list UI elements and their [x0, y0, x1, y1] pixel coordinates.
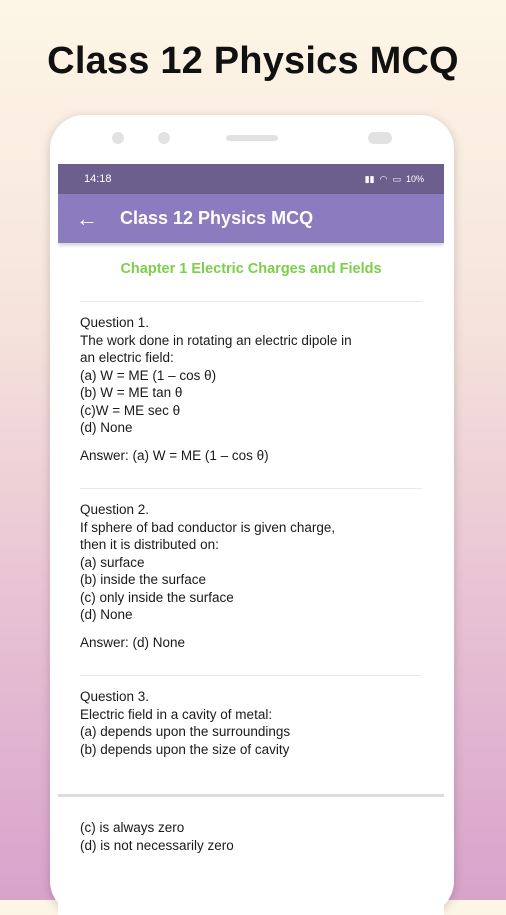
camera-dot	[158, 132, 170, 144]
option: (d) None	[80, 607, 133, 622]
option: (d) is not necessarily zero	[80, 837, 234, 853]
headline: Class 12 Physics MCQ	[47, 40, 459, 82]
status-time: 14:18	[84, 173, 112, 185]
status-bar	[58, 164, 444, 194]
signal-icon: ▮▮	[364, 173, 375, 184]
app-bar	[58, 194, 444, 243]
question-label: Question 1.	[80, 315, 150, 330]
question-text: The work done in rotating an electric dipole in	[80, 332, 352, 348]
back-arrow-icon[interactable]: ←	[76, 205, 98, 231]
option: (a) W = ME (1 – cos θ)	[80, 367, 217, 383]
question-label: Question 2.	[80, 502, 150, 517]
question-card-3-continued	[80, 797, 422, 864]
option: (c) is always zero	[80, 820, 185, 835]
phone-frame	[50, 115, 454, 915]
wifi-icon: ◠	[379, 173, 388, 184]
answer: Answer: (a) W = ME (1 – cos θ)	[80, 447, 269, 463]
question-text: then it is distributed on:	[80, 537, 219, 552]
option: (d) None	[80, 420, 133, 435]
status-icons	[365, 174, 424, 185]
question-text: If sphere of bad conductor is given charge,	[80, 519, 336, 535]
option: (a) surface	[80, 554, 145, 570]
chapter-title: Chapter 1 Electric Charges and Fields	[120, 261, 382, 277]
question-card-3	[80, 676, 422, 768]
option: (a) depends upon the surroundings	[80, 724, 291, 739]
speaker-slot	[226, 135, 278, 141]
question-text: Electric field in a cavity of metal:	[80, 706, 273, 722]
app-screen	[58, 164, 444, 915]
app-title: Class 12 Physics MCQ	[120, 208, 314, 228]
option: (c)W = ME sec θ	[80, 402, 181, 418]
sensor	[368, 132, 392, 144]
question-card-2	[80, 489, 422, 661]
option: (c) only inside the surface	[80, 589, 234, 605]
battery-icon: ▭	[392, 173, 401, 184]
question-text: an electric field:	[80, 350, 174, 365]
option: (b) depends upon the size of cavity	[80, 741, 290, 757]
answer: Answer: (d) None	[80, 634, 186, 650]
camera-dot	[112, 132, 124, 144]
question-card-1	[80, 302, 422, 474]
battery-percent: 10%	[405, 174, 424, 184]
option: (b) W = ME tan θ	[80, 385, 183, 400]
option: (b) inside the surface	[80, 572, 207, 587]
question-label: Question 3.	[80, 689, 150, 704]
